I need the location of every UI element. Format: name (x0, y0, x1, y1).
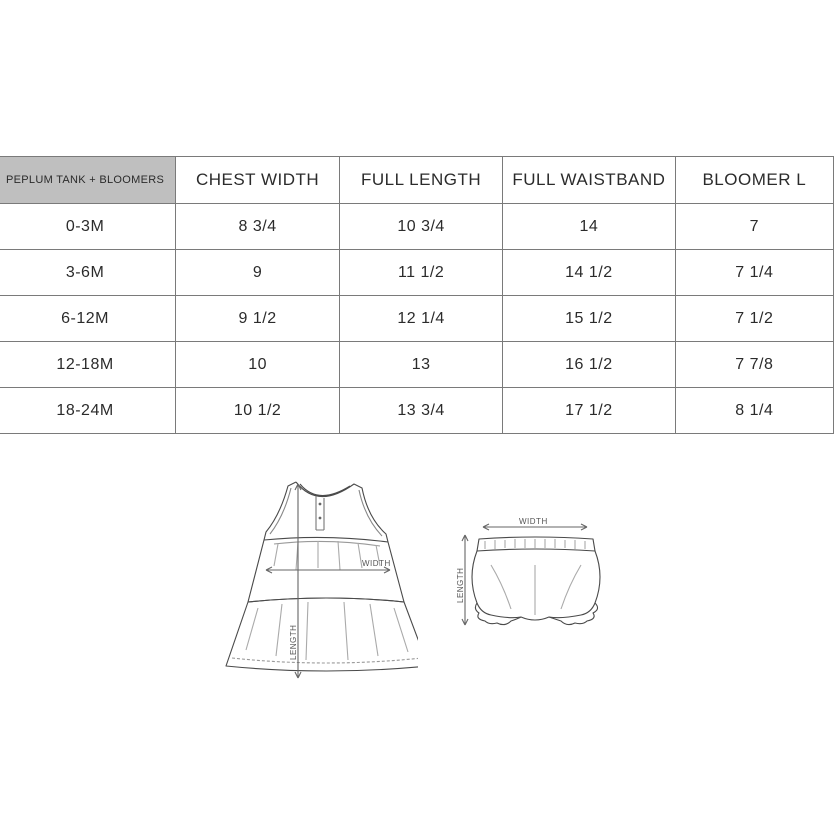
size-cell: 3-6M (0, 250, 176, 296)
full-waistband-cell: 14 (503, 204, 676, 250)
table-row (0, 342, 834, 388)
table-row (0, 204, 834, 250)
chest-width-cell: 10 1/2 (176, 388, 340, 434)
table-row (0, 250, 834, 296)
bloomer-length-cell: 7 1/2 (675, 296, 833, 342)
chest-width-cell: 10 (176, 342, 340, 388)
bloomer-length-label: LENGTH (456, 567, 465, 603)
chest-width-cell: 8 3/4 (176, 204, 340, 250)
size-chart-table (0, 156, 834, 434)
full-length-cell: 11 1/2 (340, 250, 503, 296)
full-waistband-cell: 16 1/2 (503, 342, 676, 388)
full-length-cell: 13 (340, 342, 503, 388)
full-length-cell: 12 1/4 (340, 296, 503, 342)
chest-width-cell: 9 1/2 (176, 296, 340, 342)
table-row (0, 296, 834, 342)
size-cell: 18-24M (0, 388, 176, 434)
bloomer-length-cell: 7 1/4 (675, 250, 833, 296)
full-waistband-cell: 14 1/2 (503, 250, 676, 296)
chest-width-cell: 9 (176, 250, 340, 296)
header-full-length: FULL LENGTH (340, 157, 503, 204)
peplum-tank-sketch (218, 470, 418, 690)
size-cell: 6-12M (0, 296, 176, 342)
tank-width-label: WIDTH (362, 559, 391, 568)
full-waistband-cell: 17 1/2 (503, 388, 676, 434)
full-waistband-cell: 15 1/2 (503, 296, 676, 342)
bloomer-length-cell: 8 1/4 (675, 388, 833, 434)
header-full-waistband: FULL WAISTBAND (503, 157, 676, 204)
bloomer-width-label: WIDTH (519, 517, 548, 526)
bloomer-length-cell: 7 (675, 204, 833, 250)
header-chest-width: CHEST WIDTH (176, 157, 340, 204)
table-header-row (0, 157, 834, 204)
header-product: PEPLUM TANK + BLOOMERS (0, 157, 176, 204)
table-row (0, 388, 834, 434)
header-bloomer-length: BLOOMER L (675, 157, 833, 204)
size-cell: 0-3M (0, 204, 176, 250)
full-length-cell: 10 3/4 (340, 204, 503, 250)
tank-length-label: LENGTH (289, 624, 298, 660)
bloomers-sketch (455, 505, 625, 640)
full-length-cell: 13 3/4 (340, 388, 503, 434)
size-cell: 12-18M (0, 342, 176, 388)
bloomer-length-cell: 7 7/8 (675, 342, 833, 388)
